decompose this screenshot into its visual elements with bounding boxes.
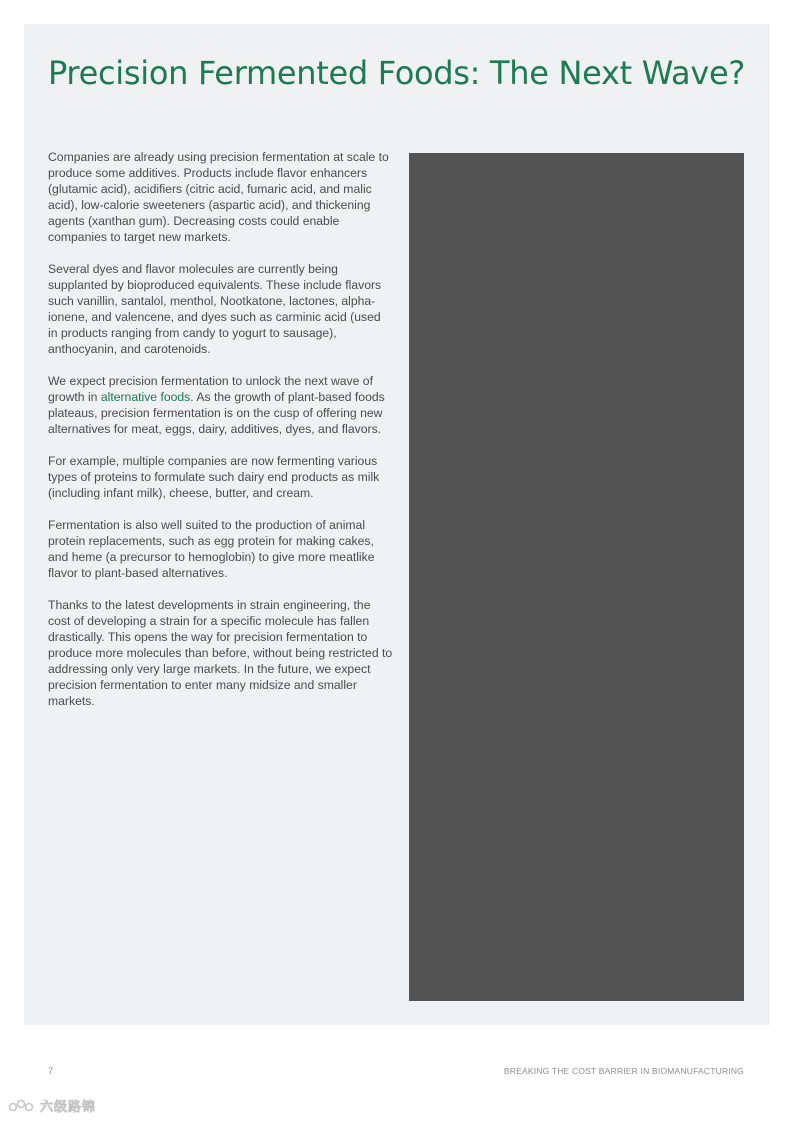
alternative-foods-link[interactable]: alternative foods bbox=[100, 390, 191, 404]
paragraph-strain-engineering: Thanks to the latest developments in strain engineering, the cost of developing a strain for a specific molecule has fallen drastically. This opens the way for precision fermentation to produce more molecules than before, without being restricted to addressing only very large markets. In the future, we expect precision fermentation to enter many midsize and smaller markets. bbox=[48, 598, 393, 708]
body-text-column bbox=[48, 149, 393, 725]
paragraph-additives: Companies are already using precision fermentation at scale to produce some additives. Products include flavor enhancers (glutamic acid), acidifiers (citric acid, fumaric acid, and malic acid), low-calorie sweeteners (aspartic acid), and thickening agents (xanthan gum). Decreasing costs could enable companies to target new markets. bbox=[48, 150, 389, 244]
paragraph-next-wave-lead: We expect precision fermentation to unlock the next wave of growth in bbox=[48, 374, 373, 404]
paragraph-dairy: For example, multiple companies are now fermenting various types of proteins to formulate such dairy end products as milk (including infant milk), cheese, butter, and cream. bbox=[48, 454, 380, 500]
watermark-logo-icon bbox=[8, 1098, 36, 1114]
paragraph-next-wave-rest: . As the growth of plant-based foods plateaus, precision fermentation is on the cusp of offering new alternatives for meat, eggs, dairy, additives, dyes, and flavors. bbox=[48, 390, 385, 436]
watermark bbox=[8, 1096, 96, 1115]
paragraph-dyes-flavors: Several dyes and flavor molecules are currently being supplanted by bioproduced equivalents. These include flavors such vanillin, santalol, menthol, Nootkatone, lactones, alpha-ionene, and valencene, and dyes such as carminic acid (used in products ranging from candy to yogurt to sausage), anthocyanin, and carotenoids. bbox=[48, 262, 382, 356]
footer-report-title: BREAKING THE COST BARRIER IN BIOMANUFACTURING bbox=[503, 1066, 744, 1076]
paragraph-animal-protein: Fermentation is also well suited to the production of animal protein replacements, such as egg protein for making cakes, and heme (a precursor to hemoglobin) to give more meatlike flavor to plant-based alternatives. bbox=[48, 518, 375, 580]
page-title: Precision Fermented Foods: The Next Wave? bbox=[48, 54, 746, 92]
watermark-text: 六级路锦 bbox=[40, 1100, 97, 1115]
paragraph-next-wave bbox=[48, 373, 393, 437]
page-number: 7 bbox=[48, 1066, 54, 1076]
image-placeholder bbox=[409, 153, 744, 1001]
